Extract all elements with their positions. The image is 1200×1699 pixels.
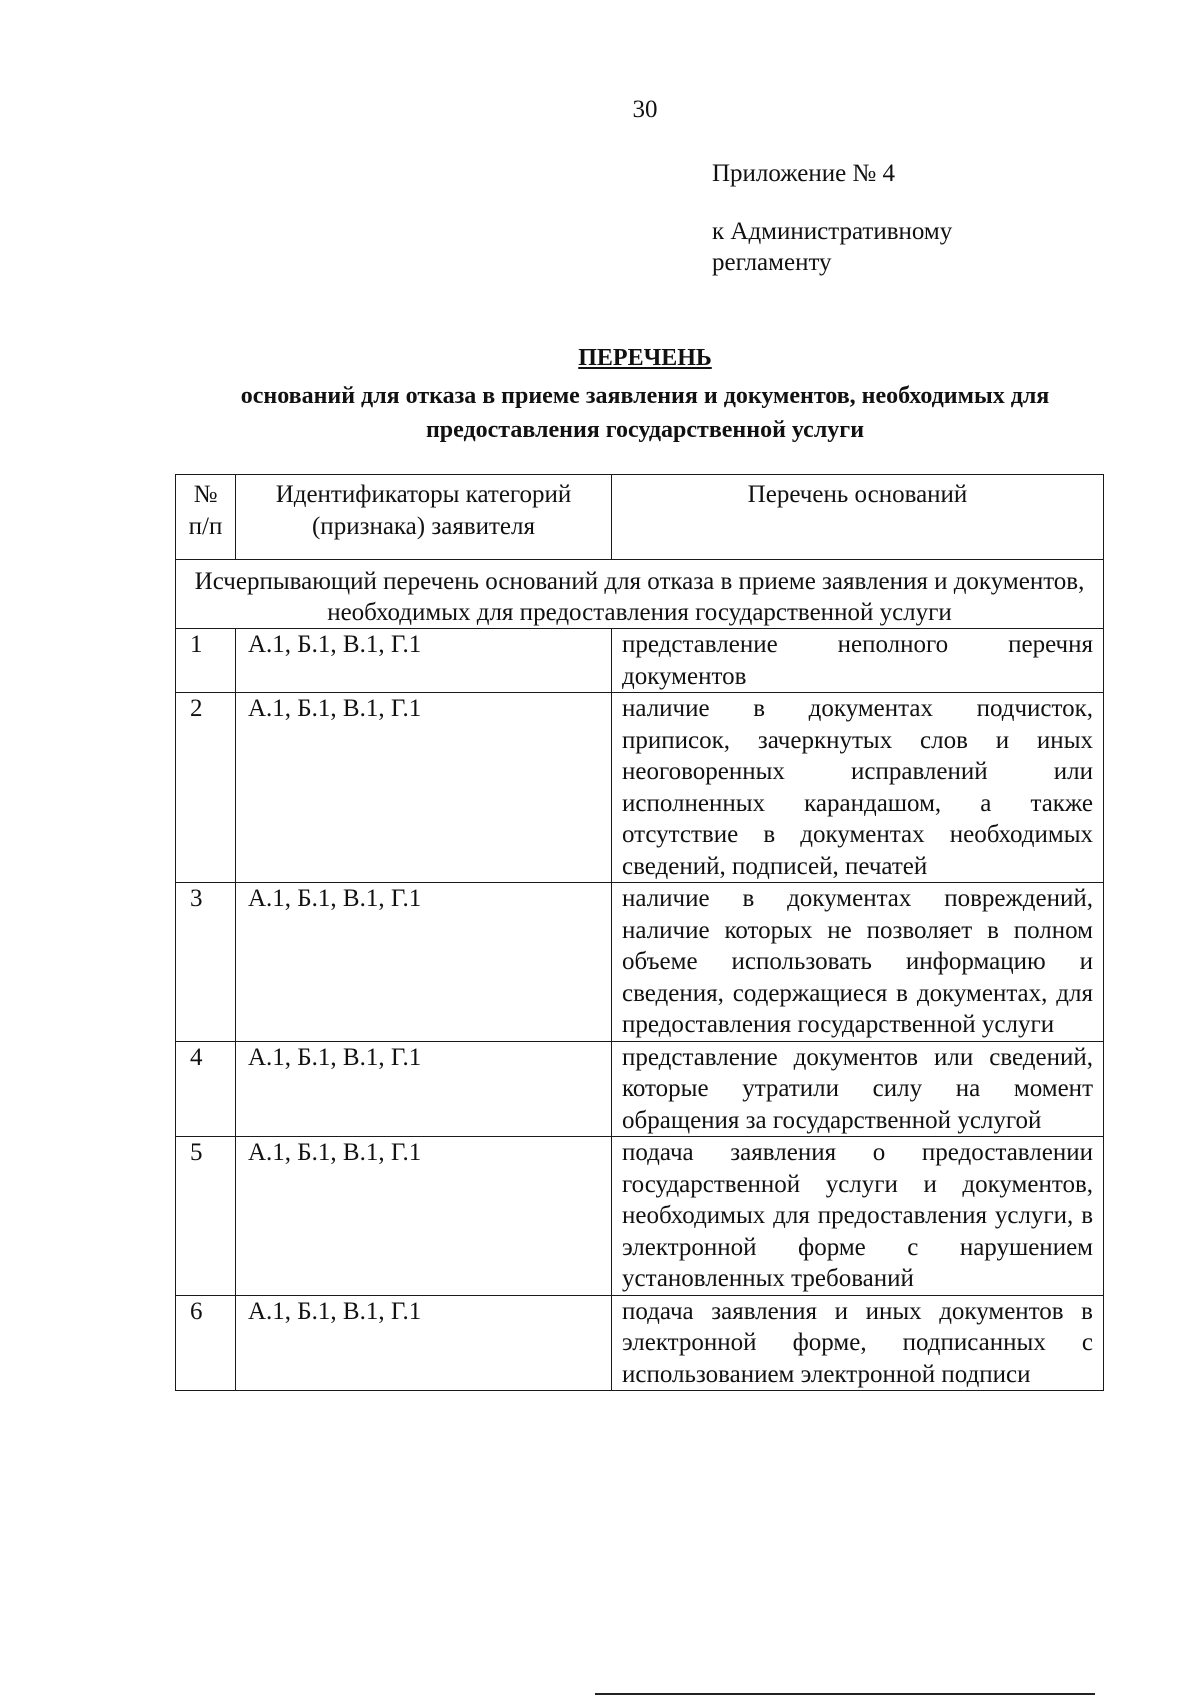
section-title: Исчерпывающий перечень оснований для отказа в приеме заявления и документов, необходимых для предоставления государственной услуги	[176, 560, 1104, 629]
row-num: 6	[176, 1295, 236, 1391]
header-num: № п/п	[176, 475, 236, 560]
row-reason: представление документов или сведений, которые утратили силу на момент обращения за государственной услугой	[612, 1041, 1104, 1137]
row-num: 2	[176, 693, 236, 883]
grounds-table	[175, 474, 1104, 1391]
document-subtitle: оснований для отказа в приеме заявления и документов, необходимых для предоставления государственной услуги	[240, 383, 1050, 443]
section-row	[176, 560, 1104, 629]
row-reason: представление неполного перечня документов	[612, 629, 1104, 693]
row-reason: подача заявления и иных документов в электронной форме, подписанных с использованием электронной подписи	[612, 1295, 1104, 1391]
table-header-row	[176, 475, 1104, 560]
row-num: 4	[176, 1041, 236, 1137]
page-number: 30	[632, 96, 658, 123]
table-row	[176, 883, 1104, 1042]
table-row	[176, 629, 1104, 693]
row-ids: А.1, Б.1, В.1, Г.1	[236, 693, 612, 883]
row-ids: А.1, Б.1, В.1, Г.1	[236, 883, 612, 1042]
header-ids: Идентификаторы категорий (признака) заявителя	[236, 475, 612, 560]
appendix-header	[712, 158, 952, 278]
row-num: 3	[176, 883, 236, 1042]
row-ids: А.1, Б.1, В.1, Г.1	[236, 1137, 612, 1296]
row-reason: наличие в документах подчисток, приписок, зачеркнутых слов и иных неоговоренных исправлений или исполненных карандашом, а также отсутствие в документах необходимых сведений, подписей, печатей	[612, 693, 1104, 883]
table-row	[176, 1137, 1104, 1296]
appendix-reference-line1: к Административному	[712, 218, 953, 245]
header-reasons: Перечень оснований	[612, 475, 1104, 560]
table-row	[176, 693, 1104, 883]
row-reason: подача заявления о предоставлении государственной услуги и документов, необходимых для предоставления услуги, в электронной форме с нарушением установленных требований	[612, 1137, 1104, 1296]
appendix-reference-line2: регламенту	[712, 249, 832, 276]
table-row	[176, 1041, 1104, 1137]
table-row	[176, 1295, 1104, 1391]
row-num: 1	[176, 629, 236, 693]
appendix-number: Приложение № 4	[712, 160, 896, 187]
document-title: ПЕРЕЧЕНЬ	[578, 345, 712, 371]
row-num: 5	[176, 1137, 236, 1296]
footnote-divider	[595, 1693, 1095, 1695]
row-ids: А.1, Б.1, В.1, Г.1	[236, 629, 612, 693]
row-ids: А.1, Б.1, В.1, Г.1	[236, 1295, 612, 1391]
row-reason: наличие в документах повреждений, наличие которых не позволяет в полном объеме использовать информацию и сведения, содержащиеся в документах, для предоставления государственной услуги	[612, 883, 1104, 1042]
row-ids: А.1, Б.1, В.1, Г.1	[236, 1041, 612, 1137]
